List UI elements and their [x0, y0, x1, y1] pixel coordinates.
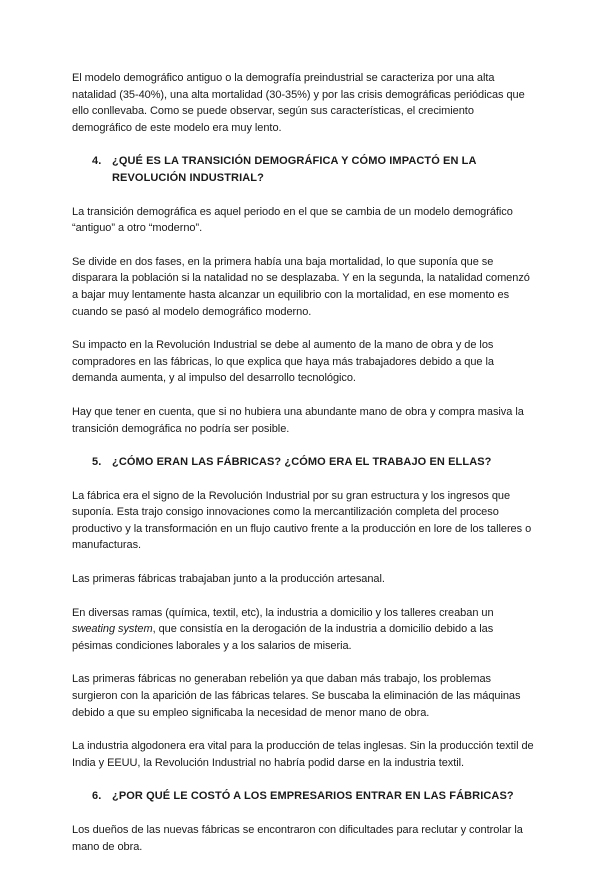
- section-number: 6.: [92, 790, 102, 803]
- section-title: ¿CÓMO ERAN LAS FÁBRICAS? ¿CÓMO ERA EL TRABAJO EN ELLAS?: [112, 456, 492, 469]
- paragraph-first-factories: Las primeras fábricas trabajaban junto a la producción artesanal.: [72, 573, 385, 586]
- section-number: 4.: [92, 155, 102, 168]
- text-span: En diversas ramas (química, textil, etc), la industria a domicilio y los talleres creaban un: [72, 606, 494, 619]
- section-heading-5: [72, 454, 534, 471]
- italic-term: sweating system: [72, 623, 153, 636]
- paragraph-transition-note: Hay que tener en cuenta, que si no hubiera una abundante mano de obra y compra masiva la transición demográfica no podría ser posible.: [72, 405, 524, 435]
- paragraph-transition-phases: Se divide en dos fases, en la primera había una baja mortalidad, lo que suponía que se disparara la población si la natalidad no se desplazaba. Y en la segunda, la natalidad comenzó a bajar muy lentamente hasta alcanzar un equilibrio con la mortalidad, en ese momento es cuando se pasó al modelo demográfico moderno.: [72, 255, 530, 318]
- paragraph-demographic-model: El modelo demográfico antiguo o la demografía preindustrial se caracteriza por una alta natalidad (35-40%), una alta mortalidad (30-35%) y por las crisis demográficas periódicas que ello conllevaba. Como se puede observar, según sus características, el crecimiento demográfico de este modelo era muy lento.: [72, 72, 525, 134]
- section-title: ¿POR QUÉ LE COSTÓ A LOS EMPRESARIOS ENTRAR EN LAS FÁBRICAS?: [112, 790, 514, 803]
- paragraph-factory-sign: La fábrica era el signo de la Revolución Industrial por su gran estructura y los ingresos que suponía. Esta trajo consigo innovaciones como la mercantilización completa del proceso productivo y la transformación en un flujo cautivo frente a la producción en lore de los talleres o manufacturas.: [72, 489, 532, 552]
- paragraph-cotton-industry: La industria algodonera era vital para la producción de telas inglesas. Sin la producción textil de India y EEUU, la Revolución Industrial no habría podid darse en la industria textil.: [72, 740, 534, 769]
- paragraph-transition-impact: Su impacto en la Revolución Industrial se debe al aumento de la mano de obra y de los compradores en las fábricas, lo que explica que haya más trabajadores debido a que la demanda aumenta, y al impulso del desarrollo tecnológico.: [72, 339, 494, 385]
- paragraph-factory-problems: Las primeras fábricas no generaban rebelión ya que daban más trabajo, los problemas surgieron con la aparición de las fábricas telares. Se buscaba la eliminación de las máquinas debido a que su empleo significaba la necesidad de menor mano de obra.: [72, 673, 521, 719]
- section-heading-6: [72, 788, 534, 805]
- paragraph-factory-owners: Los dueños de las nuevas fábricas se encontraron con dificultades para reclutar y controlar la mano de obra.: [72, 824, 523, 853]
- section-number: 5.: [92, 456, 102, 469]
- section-title: ¿QUÉ ES LA TRANSICIÓN DEMOGRÁFICA Y CÓMO IMPACTÓ EN LA REVOLUCIÓN INDUSTRIAL?: [112, 155, 477, 184]
- section-heading-4: [72, 153, 534, 186]
- paragraph-sweating-system: [72, 605, 534, 655]
- document-page: [72, 70, 534, 872]
- text-span: , que consistía en la derogación de la industria a domicilio debido a las pésimas condiciones laborales y a los salarios de miseria.: [72, 623, 494, 652]
- paragraph-transition-definition: La transición demográfica es aquel periodo en el que se cambia de un modelo demográfico “antiguo” a otro “moderno”.: [72, 205, 513, 235]
